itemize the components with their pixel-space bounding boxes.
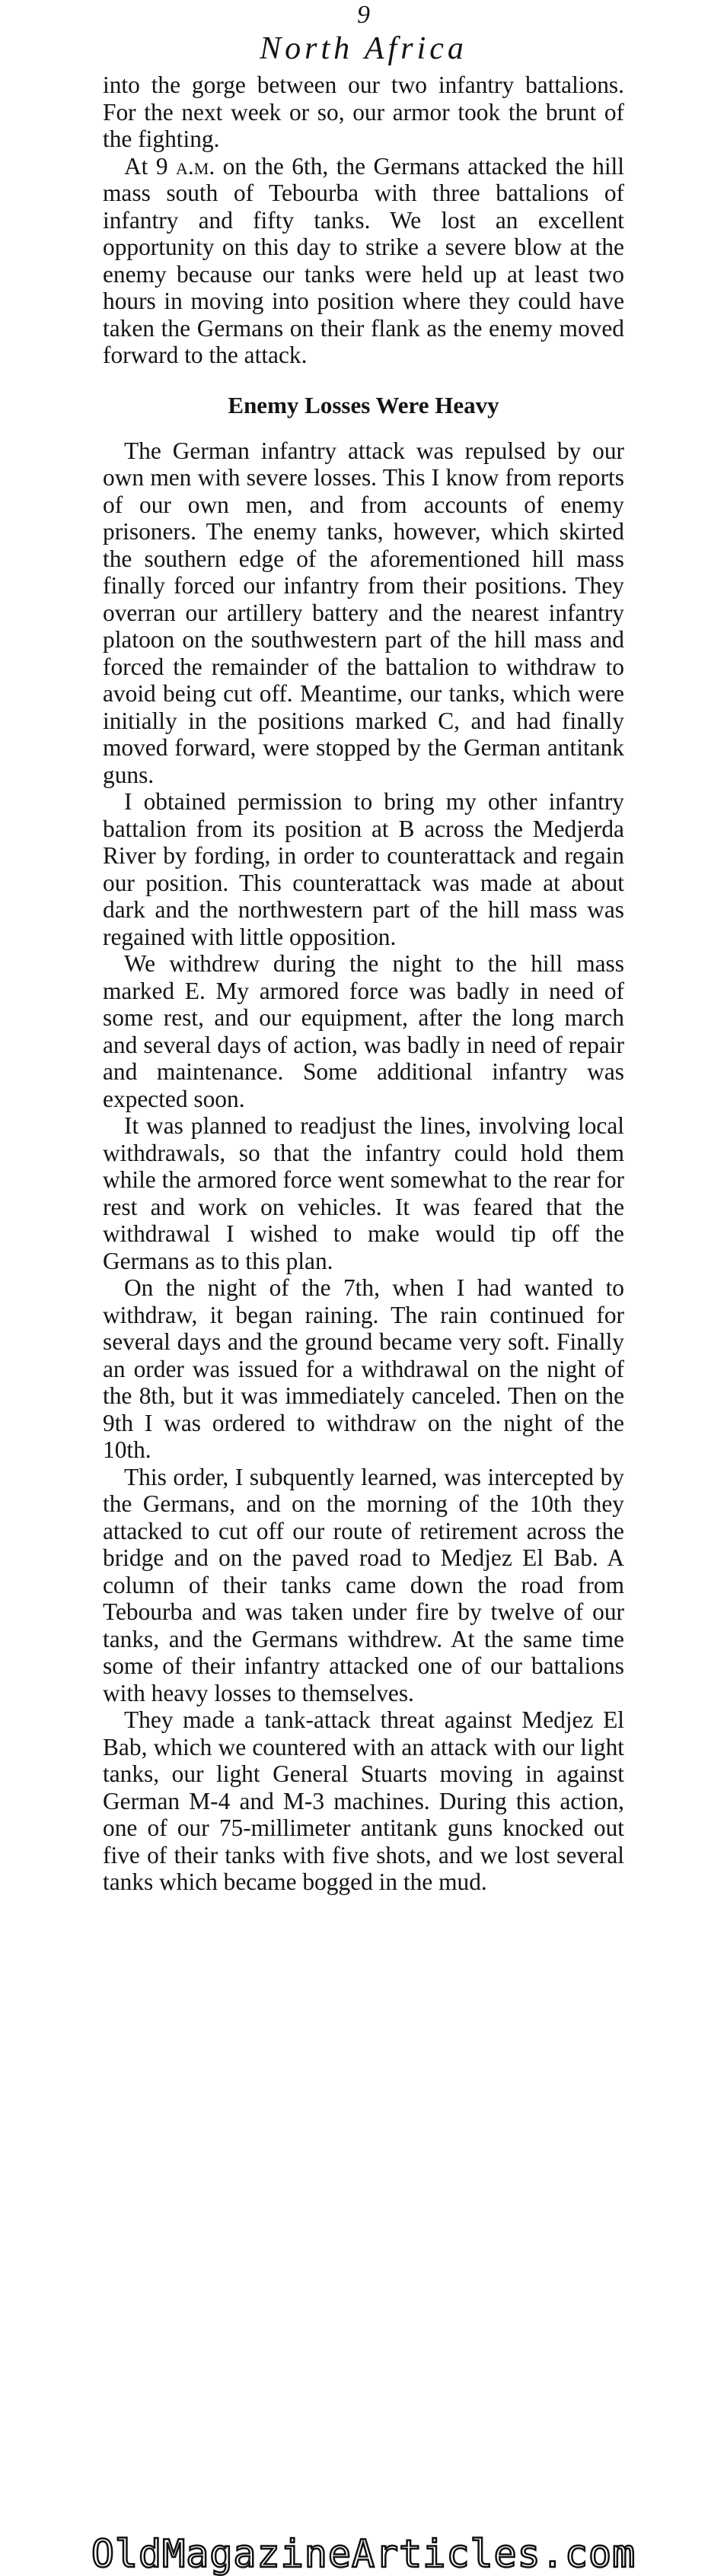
- article-paragraph: into the gorge between our two infantry battalions. For the next week or so, our armor took the brunt of the fighting.: [103, 72, 624, 152]
- page-number: 9: [357, 1, 370, 29]
- article-paragraph: I obtained permission to bring my other infantry battalion from its position at B across the Medjerda River by fording, in order to counterattack and regain our position. This counterattack was made at about dark and the northwestern part of the hill mass was regained with little opposition.: [103, 788, 624, 950]
- paragraph-text: on the 6th, the Germans attacked the hill mass south of Tebourba with three battalions of infantry and fifty tanks. We lost an excellent opportunity on this day to strike a severe blow at the enemy because our tanks were held up at least two hours in moving into position where they could have taken the Germans on their flank as the enemy moved forward to the attack.: [103, 152, 624, 368]
- article-paragraph: We withdrew during the night to the hill mass marked E. My armored force was badly in need of some rest, and our equipment, after the long march and several days of action, was badly in need of repair and maintenance. Some additional infantry was expected soon.: [103, 950, 624, 1112]
- article-body: [103, 72, 624, 1896]
- paragraph-text: At 9: [124, 152, 177, 180]
- article-paragraph: [103, 153, 624, 369]
- article-paragraph: This order, I subquently learned, was intercepted by the Germans, and on the morning of the 10th they attacked to cut off our route of retirement across the bridge and on the paved road to Medjez El Bab. A column of their tanks came down the road from Tebourba and was taken under fire by twelve of our tanks, and the Germans withdrew. At the same time some of their infantry attacked one of our battalions with heavy losses to themselves.: [103, 1463, 624, 1706]
- article-paragraph: It was planned to readjust the lines, involving local withdrawals, so that the infantry could hold them while the armored force went somewhat to the rear for rest and work on vehicles. It was feared that the withdrawal I wished to make would tip off the Germans as to this plan.: [103, 1112, 624, 1274]
- section-subhead: Enemy Losses Were Heavy: [228, 391, 499, 418]
- article-paragraph: They made a tank-attack threat against Medjez El Bab, which we countered with an attack with our light tanks, our light General Stuarts moving in against German M-4 and M-3 machines. During this action, one of our 75-millimeter antitank guns knocked out five of their tanks with five shots, and we lost several tanks which became bogged in the mud.: [103, 1706, 624, 1895]
- article-paragraph: The German infantry attack was repulsed by our own men with severe losses. This I know from reports of our own men, and from accounts of enemy prisoners. The enemy tanks, however, which skirted the southern edge of the aforementioned hill mass finally forced our infantry from their positions. They overran our artillery battery and the nearest infantry platoon on the southwestern part of the hill mass and forced the remainder of the battalion to withdraw to avoid being cut off. Meantime, our tanks, which were initially in the positions marked C, and had finally moved forward, were stopped by the German antitank guns.: [103, 437, 624, 788]
- running-head: North Africa: [260, 31, 467, 66]
- watermark-url: OldMagazineArticles.com: [91, 2532, 636, 2576]
- article-paragraph: On the night of the 7th, when I had wanted to withdraw, it began raining. The rain continued for several days and the ground became very soft. Finally an order was issued for a withdrawal on the night of the 8th, but it was immediately canceled. Then on the 9th I was ordered to withdraw on the night of the 10th.: [103, 1274, 624, 1463]
- time-text: a.m.: [176, 152, 215, 180]
